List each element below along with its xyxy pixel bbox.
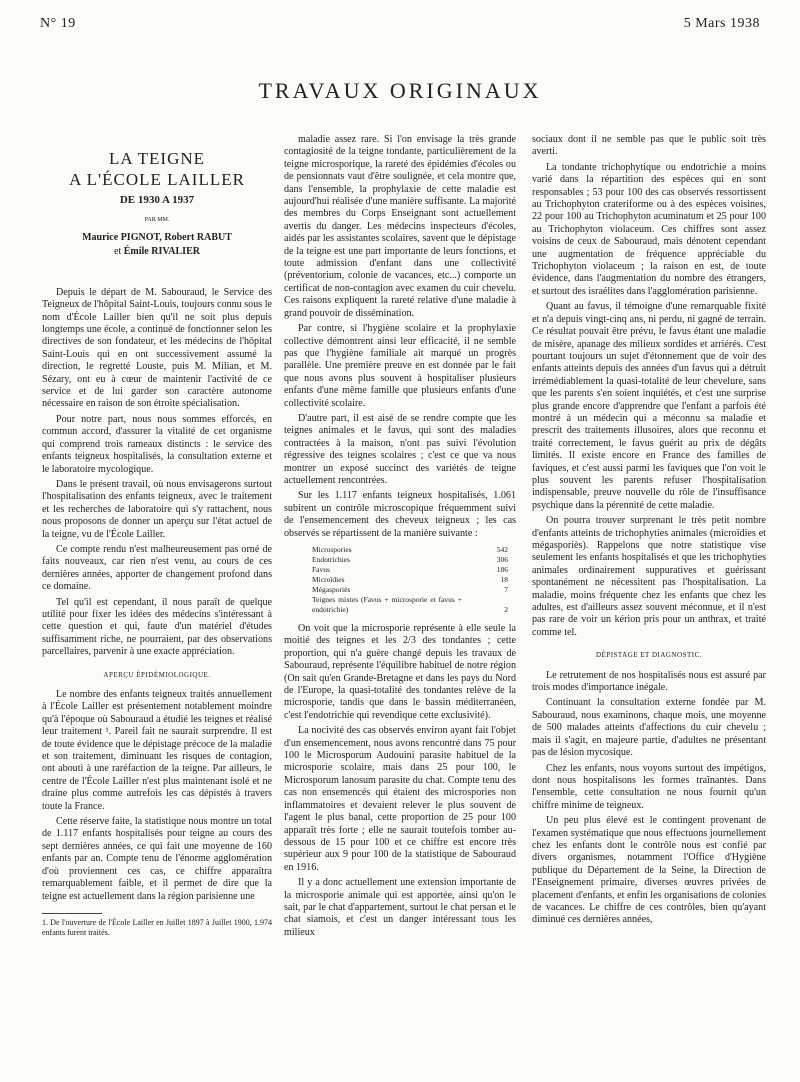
stat-value: 542 bbox=[496, 545, 508, 554]
paragraph: maladie assez rare. Si l'on envisage la très grande contagiosité de la teigne tondante, particulièrement de la teigne microsporique, la rareté des épidémies d'écoles ou de pensionnats vaut d'être soulignée, et cela montre que, dans l'ensemble, la prophylaxie de cette maladie est aujourd'hui réalisée d'une manière suffisante. La majorité des membres du Corps Enseignant sont actuellement avertis du danger. Les médecins inspecteurs d'écoles, aidés par les assistantes scolaires, savent que le dépistage de la teigne est une part importante de leurs fonctions, et toute admission d'enfant dans une collectivité (préventorium, colonie de vacances, etc...) comporte un certificat de non-contagion avec examen du cuir chevelu. Ces raisons expliquent la rareté relative d'une maladie à grand pouvoir de dissémination. bbox=[284, 134, 516, 319]
authors-et: et bbox=[114, 245, 122, 257]
subhead-depistage: DÉPISTAGE ET DIAGNOSTIC. bbox=[595, 651, 702, 660]
paragraph: On pourra trouver surprenant le très petit nombre d'enfants atteints de trichophyties animales (microïdies et mégasporiès). Rappelons que notre statistique vise seulement les enfants hospitalisés et que les trichophyties animales ordinairement suppuratives et guérissant spontanément ne nécessitent pas l'hospitalisation. La maladie, moins fréquente chez les enfants que chez les adultes, est d'ailleurs assez souvent méconnue, et il n'est pas rare de voir un kérion pris pour un anthrax, et traité comme tel. bbox=[532, 515, 766, 638]
paragraph: Depuis le départ de M. Sabouraud, le Service des Teigneux de l'hôpital Saint-Louis, toujours connu sous le nom d'École Lailler bien qu'il ne soit plus depuis longtemps une école, a continué de fonctionner selon les directives de son fondateur, et les médecins de l'hôpital Saint-Louis qui en ont successivement assumé la direction, le regretté Louste, puis M. Milian, et M. Sézary, ont eu à cœur de maintenir l'activité de ce service et de lui garder son caractère autonome nécessaire en raison de son étroite spécialisation. bbox=[42, 286, 272, 410]
paragraph: La tondante trichophytique ou endotrichie a moins varié dans la répartition des espèces qui en sont responsables ; 53 pour 100 des cas observés ressortissent au Trichophyton crateriforme ou à des espèces voisines, 22 pour 100 au Trichophyton acuminatum et 25 pour 100 au Trichophyton violaceum. Ces chiffres sont assez voisins de ceux de Sabouraud, mais dénotent cependant une augmentation de fréquence appréciable du Trichophyton violaceum ; la raison en est, de toute évidence, dans l'augmentation du nombre des étrangers, et surtout des israélites dans l'agglomération parisienne. bbox=[532, 161, 766, 297]
title-line-2: A L'ÉCOLE LAILLER bbox=[69, 170, 245, 189]
stat-value: 7 bbox=[504, 585, 508, 594]
stat-row bbox=[312, 555, 508, 565]
paragraph: Le retrutement de nos hospitalisés nous est assuré par trois modes d'importance inégale. bbox=[532, 669, 766, 694]
column-3 bbox=[532, 134, 766, 930]
column-1 bbox=[42, 140, 272, 938]
paragraph: Tel qu'il est cependant, il nous paraît de quelque utilité pour fixer les idées des médecins s'intéressant à cette question et qui, faute d'un matériel d'études suffisamment riche, ne pourraient, par des observations parcellaires, parvenir à une exacte appréciation. bbox=[42, 596, 272, 658]
stat-label: Mégasporiès bbox=[312, 585, 351, 594]
stat-value: 186 bbox=[496, 565, 508, 574]
paragraph: Ce compte rendu n'est malheureusement pas orné de faits nouveaux, car rien n'est venu, au cours de ces dernières années, apporter de changement profond dans ce domaine. bbox=[42, 543, 272, 593]
stat-value: 2 bbox=[504, 605, 508, 614]
issue-number: N° 19 bbox=[40, 16, 76, 31]
authors bbox=[42, 231, 272, 259]
paragraph: Pour notre part, nous nous sommes efforcés, en commun accord, d'assurer la vitalité de cet organisme qui comprend trois rameaux distincts : le service des enfants teigneux hospitalisés, la consultation externe et le laboratoire mycologique. bbox=[42, 413, 272, 475]
paragraph: D'autre part, il est aisé de se rendre compte que les teignes animales et le favus, qui sont des maladies contractées à la maison, n'ont pas suivi l'évolution régressive des teignes scolaires ; c'est ce que va nous montrer un exposé succinct des variétés de teigne actuellement rencontrées. bbox=[284, 412, 516, 486]
stat-label: Endotrichies bbox=[312, 555, 350, 564]
stat-value: 306 bbox=[496, 555, 508, 564]
paragraph: Sur les 1.117 enfants teigneux hospitalisés, 1.061 subirent un contrôle microscopique fréquemment suivi de l'ensemencement des cheveux teigneux ; les cas observés se répartissent de la manière suivante : bbox=[284, 490, 516, 539]
footnote: 1. De l'ouverture de l'École Lailler en Juillet 1897 à Juillet 1900, 1.974 enfants furent traités. bbox=[42, 917, 272, 937]
stat-label: Microspories bbox=[312, 545, 352, 554]
stat-label: Favus bbox=[312, 565, 330, 574]
article-dates: DE 1930 A 1937 bbox=[119, 194, 195, 206]
stat-row bbox=[312, 585, 508, 595]
paragraph: Il y a donc actuellement une extension importante de la microsporie animale qui est apportée, ainsi qu'on le sait, par le chat d'appartement, surtout le chat persan et le chat siamois, et c'est un danger intéressant tous les milieux bbox=[284, 877, 516, 938]
paragraph: sociaux dont il ne semble pas que le public soit très averti. bbox=[532, 134, 766, 158]
stats-table bbox=[312, 545, 508, 615]
paragraph: On voit que la microsporie représente à elle seule la moitié des teignes et les 2/3 des tondantes ; cette proportion, qui n'a guère changé depuis les travaux de Sabouraud, représente l'équilibre habituel de notre région (On sait qu'en Grande-Bretagne et dans les pays du Nord de l'Europe, la quasi-totalité des tondantes relève de la microsporie, tandis que dans le bassin méditerranéen, c'est l'endotrichie qui revendique cette exclusivité). bbox=[284, 623, 516, 721]
article-title bbox=[42, 148, 272, 190]
stat-row bbox=[312, 595, 508, 615]
paragraph: Chez les enfants, nous voyons surtout des impétigos, dont nous hospitalisons les formes traînantes. Dans l'ensemble, cette consultation ne nous fournit qu'un chiffre minime de teigneux. bbox=[532, 762, 766, 811]
issue-date: 5 Mars 1938 bbox=[683, 16, 760, 31]
paragraph: Continuant la consultation externe fondée par M. Sabouraud, nous examinons, chaque mois, une moyenne de 500 malades atteints d'affections du cuir chevelu ; mais il s'agit, en majeure partie, d'adultes ne présentant pas de lésion mycosique. bbox=[532, 697, 766, 759]
footnote-divider bbox=[42, 913, 102, 914]
paragraph: Un peu plus élevé est le contingent provenant de l'examen systématique que nous effectuons journellement chez les enfants dont le contrôle nous est confié par divers organismes, notamment l'Office d'Hygiène publique du Département de la Seine, la Direction de l'Enseignement primaire, diverses œuvres privées de placement d'enfants, et enfin les organisations de colonies de vacances. Le chiffre de ces contrôles, bien qu'ayant diminué ces dernières années, bbox=[532, 815, 766, 926]
paragraph: Quant au favus, il témoigne d'une remarquable fixité et n'a depuis vingt-cinq ans, ni perdu, ni gagné de terrain. Ce résultat pouvait être prévu, le favus étant une maladie de misère, apanage des milieux sordides et arriérés. C'est pourtant toujours un sujet d'étonnement que de voir des enfants atteints depuis des années d'un favus qui a détruit irrémédiablement la quasi-totalité de leur chevelure, sans que les parents s'en soient inquiétés, et c'est une surprise plus grande encore d'apprendre que l'enfant a parfois été montré à un médecin qui a méconnu sa maladie et prescrit des traitements illusoires, alors que reconnu et traité correctement, le favus guérit au prix de dégâts limités. Il existe encore en France des familles de faviques, et c'est aussi parmi les faviques que l'on voit le plus souvent les parents refuser l'hospitalisation indispensable, preuve nouvelle du rôle de l'insuffisance psychique dans la pérennité de cette maladie. bbox=[532, 301, 766, 511]
paragraph: Cette réserve faite, la statistique nous montre un total de 1.117 enfants hospitalisés pour teigne au cours des sept dernières années, ce qui fait une moyenne de 160 enfants par an. Compte tenu de l'énorme agglomération d'où proviennent ces cas, ce chiffre apparaîtra remarquablement faible, et il permet de dire que la teigne est actuellement dans la région parisienne une bbox=[42, 816, 272, 902]
column-2 bbox=[284, 134, 516, 942]
title-line-1: LA TEIGNE bbox=[108, 149, 206, 168]
paragraph: La nocivité des cas observés environ ayant fait l'objet d'un ensemencement, nous avons rencontré dans 75 pour 100 le Microsporum Audouini parasite habituel de la microsporie scolaire, mais dans 25 pour 100, le Microsporum lanosum parasite du chat. Compte tenu des cas non ensemencés qui étaient des microspories non inflammatoires et devaient relever le plus souvent de l'agent le plus banal, cette proportion de 25 pour 100 apparaît très forte ; elle ne saurait toutefois tomber au-dessous de 15 pour 100 et ce chiffre est encore très supérieur aux 9 pour 100 de la statistique de Sabouraud en 1916. bbox=[284, 725, 516, 873]
stat-row bbox=[312, 575, 508, 585]
subhead-epidemiologique: APERÇU ÉPIDÉMIOLOGIQUE. bbox=[103, 670, 211, 679]
stat-label: Teignes mixtes (Favus + microsporie et favus + endotrichie) bbox=[312, 595, 462, 614]
paragraph: Par contre, si l'hygiène scolaire et la prophylaxie collective démontrent ainsi leur efficacité, il ne semble pas que l'hygiène familiale ait marqué un progrès parallèle. Une première preuve en est donnée par le fait que nous avons plus souvent à hospitaliser plusieurs enfants d'une même famille que plusieurs enfants d'une collectivité scolaire. bbox=[284, 323, 516, 409]
stat-row bbox=[312, 565, 508, 575]
stat-value: 18 bbox=[500, 575, 508, 584]
stat-label: Microïdies bbox=[312, 575, 345, 584]
col1-body bbox=[42, 287, 272, 659]
par-label: PAR MM. bbox=[144, 217, 170, 224]
col1-body-b bbox=[42, 689, 272, 903]
paragraph: Le nombre des enfants teigneux traités annuellement à l'École Lailler est présentement notablement moindre qu'à l'époque où Sabouraud a étudié les teignes et réalisé leur traitement ¹. Pareil fait ne saurait surprendre. Il est de toute évidence que le dépistage précoce de la maladie et son traitement, diminuant les risques de contagion, ont abouti à une raréfaction de la teigne. Par ailleurs, le centre de l'École Lailler n'est plus maintenant isolé et ne draine plus comme autrefois les cas dépistés à travers toute la France. bbox=[42, 689, 272, 812]
authors-line-1: Maurice PIGNOT, Robert RABUT bbox=[82, 231, 232, 243]
paragraph: Dans le présent travail, où nous envisagerons surtout l'hospitalisation des enfants teigneux, avec le traitement et les recherches de laboratoire qui s'y rattachent, nous nous proposons de donner un aperçu sur l'état actuel de la teigne, vu de l'École Lailler. bbox=[42, 478, 272, 540]
stat-row bbox=[312, 545, 508, 555]
authors-line-2: Émile RIVALIER bbox=[123, 245, 200, 257]
section-title: TRAVAUX ORIGINAUX bbox=[258, 78, 542, 103]
